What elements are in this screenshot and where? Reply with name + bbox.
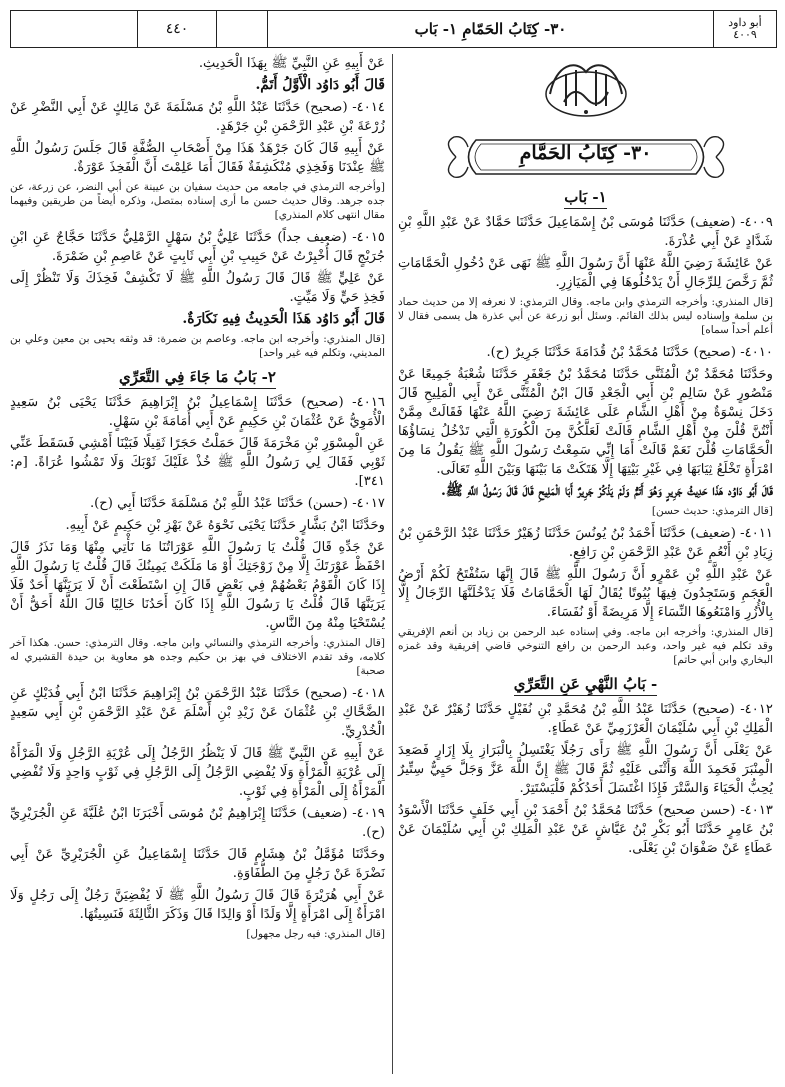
hadith-paragraph: عَنْ أَبِي هُرَيْرَةَ قَالَ قَالَ رَسُولُ اللَّهِ ﷺ لَا يُفْضِيَنَّ رَجُلٌ إِلَى رَجُلٍ وَلَا امْرَأَةٌ إِلَى امْرَأَةٍ إِلَّا وَلَدًا أَوْ وَالِدًا قَالَ وَذَكَرَ الثَّالِثَةَ فَنَسِيتُهَا. (10, 888, 385, 922)
hadith-paragraph: ٤٠١٤- (صحيح) حَدَّثَنَا عَبْدُ اللَّهِ بْنُ مَسْلَمَةَ عَنْ مَالِكٍ عَنْ أَبِي النَّضْرِ عَنْ زُرْعَةَ بْنِ عَبْدِ الرَّحْمَنِ بْنِ جَرْهَدٍ. (10, 100, 385, 134)
hadith-paragraph: عَنْ أَبِيهِ عَنِ النَّبِيِّ ﷺ بِهَذَا الْحَدِيثِ. (198, 56, 385, 71)
hadith-paragraph: عَنْ عَبْدِ اللَّهِ بْنِ عَمْرٍو أَنَّ رَسُولَ اللَّهِ ﷺ قَالَ إِنَّهَا سَتُفْتَحُ لَكُمْ أَرْضُ الْعَجَمِ وَسَتَجِدُونَ فِيهَا بُيُوتًا يُقَالُ لَهَا الْحَمَّامَاتُ فَلَا يَدْخُلَنَّهَا الرِّجَالُ إِلَّا بِالْأُزُرِ وَامْنَعُوهَا النِّسَاءَ إِلَّا مَرِيضَةً أَوْ نُفَسَاءَ. (398, 567, 773, 620)
right-column (398, 54, 773, 1079)
hadith-paragraph: ٤٠١٨- (صحيح) حَدَّثَنَا عَبْدُ الرَّحْمَنِ بْنُ إِبْرَاهِيمَ حَدَّثَنَا ابْنُ أَبِي فُدَيْكٍ عَنِ الضَّحَّاكِ بْنِ عُثْمَانَ عَنْ زَيْدِ بْنِ أَسْلَمَ عَنْ عَبْدِ الرَّحْمَنِ بْنِ أَبِي سَعِيدٍ الْخُدْرِيِّ. (10, 686, 385, 739)
chapter-heading (398, 675, 773, 694)
chapter-title: - بَابُ النَّهْيِ عَنِ التَّعَرِّي (514, 675, 658, 696)
chapter-title: ١- بَاب (564, 188, 606, 209)
chapter-title: ٢- بَابُ مَا جَاءَ فِي التَّعَرِّي (119, 368, 276, 389)
hadith-paragraph: عَنْ يَعْلَى أَنَّ رَسُولَ اللَّهِ ﷺ رَأَى رَجُلًا يَغْتَسِلُ بِالْبَرَازِ بِلَا إِزَارٍ فَصَعِدَ الْمِنْبَرَ فَحَمِدَ اللَّهَ وَأَثْنَى عَلَيْهِ ثُمَّ قَالَ ﷺ إِنَّ اللَّهَ عَزَّ وَجَلَّ حَيِيٌّ سِتِّيرٌ يُحِبُّ الْحَيَاءَ وَالسَّتْرَ فَإِذَا اغْتَسَلَ أَحَدُكُمْ فَلْيَسْتَتِرْ. (398, 743, 773, 796)
footnote: [قال المنذري: وأخرجه الترمذي وابن ماجه. وقال الترمذي: لا نعرفه إلا من حديث حماد بن سلمة وإسناده ليس بذلك القائم. وسئل أبو زرعة عن أبي عذرة هل يسمى فقال لا أعلم أحداً سماه] (398, 296, 773, 336)
hadith-paragraph: وحَدَّثَنَا مُؤَمَّلُ بْنُ هِشَامٍ قَالَ حَدَّثَنَا إِسْمَاعِيلُ عَنِ الْجُرَيْرِيِّ عَنْ أَبِي نَضْرَةَ عَنْ رَجُلٍ مِنَ الطُّفَاوَةِ. (10, 847, 385, 881)
footnote: [قال المنذري: وأخرجه ابن ماجه. وفي إسناده عبد الرحمن بن زياد بن أنعم الإفريقي وقد تكلم فيه غير واحد، وعبد الرحمن بن رافع التنوخي قاضي إفريقية وقد غمزه البخاري وابن أبي حاتم] (398, 626, 773, 666)
header-empty-cell (216, 11, 267, 47)
hadith-paragraph: وحَدَّثَنَا مُحَمَّدُ بْنُ الْمُثَنَّى حَدَّثَنَا مُحَمَّدُ بْنُ جَعْفَرٍ حَدَّثَنَا شُعْبَةُ جَمِيعًا عَنْ مَنْصُورٍ عَنْ سَالِمِ بْنِ أَبِي الْجَعْدِ قَالَ ابْنُ الْمُثَنَّى عَنْ أَبِي الْمَلِيحِ قَالَ دَخَلَ نِسْوَةٌ مِنْ أَهْلِ الشَّامِ عَلَى عَائِشَةَ رَضِيَ اللَّهُ عَنْهَا فَقَالَتْ مِمَّنْ أَنْتُنَّ قُلْنَ مِنْ أَهْلِ الشَّامِ قَالَتْ لَعَلَّكُنَّ مِنَ الْكُورَةِ الَّتِي تَدْخُلُ نِسَاؤُهَا الْحَمَّامَاتِ قُلْنَ نَعَمْ قَالَتْ أَمَا إِنِّي سَمِعْتُ رَسُولَ اللَّهِ ﷺ يَقُولُ مَا مِنَ امْرَأَةٍ تَخْلَعُ ثِيَابَهَا فِي غَيْرِ بَيْتِهَا إِلَّا هَتَكَتْ مَا بَيْنَهَا وَبَيْنَ اللَّهِ تَعَالَى. (398, 367, 773, 477)
footnote: [قال الترمذي: حديث حسن] (651, 505, 773, 517)
footnote: [قال المنذري: فيه رجل مجهول] (246, 928, 385, 940)
running-header (10, 10, 777, 48)
hadith-paragraph: ٤٠١٢- (صحيح) حَدَّثَنَا عَبْدُ اللَّهِ بْنُ مُحَمَّدِ بْنِ نُفَيْلٍ حَدَّثَنَا زُهَيْرٌ عَنْ عَبْدِ الْمَلِكِ بْنِ أَبِي سُلَيْمَانَ الْعَرْزَمِيِّ عَنْ عَطَاءٍ. (398, 702, 773, 736)
hadith-paragraph: عَنْ عَلِيٍّ ﷺ قَالَ قَالَ رَسُولُ اللَّهِ ﷺ لَا تَكْشِفْ فَخِذَكَ وَلَا تَنْظُرْ إِلَى فَخِذِ حَيٍّ وَلَا مَيِّتٍ. (10, 271, 385, 305)
calligraphy-emblem-icon (536, 54, 636, 124)
hadith-paragraph: عَنْ أَبِيهِ عَنِ النَّبِيِّ ﷺ قَالَ لَا يَنْظُرُ الرَّجُلُ إِلَى عُرْيَةِ الرَّجُلِ وَلَا الْمَرْأَةُ إِلَى عُرْيَةِ الْمَرْأَةِ وَلَا يُفْضِي الرَّجُلُ إِلَى الرَّجُلِ فِي ثَوْبٍ وَاحِدٍ وَلَا تُفْضِي الْمَرْأَةُ إِلَى الْمَرْأَةِ فِي ثَوْبٍ. (10, 746, 385, 799)
book-title-banner (436, 134, 736, 180)
hadith-paragraph: عَنْ عَائِشَةَ رَضِيَ اللَّهُ عَنْهَا أَنَّ رَسُولَ اللَّهِ ﷺ نَهَى عَنْ دُخُولِ الْحَمَّامَاتِ ثُمَّ رَخَّصَ لِلرِّجَالِ أَنْ يَدْخُلُوهَا فِي الْمَيَازِرِ. (398, 256, 773, 290)
abu-dawud-comment: قَالَ أَبُو دَاوُد الْأَوَّلُ أَتَمُّ. (255, 77, 385, 93)
ref-number: ٤٠٠٩ (733, 28, 757, 41)
hadith-paragraph: وحَدَّثَنَا ابْنُ بَشَّارٍ حَدَّثَنَا يَحْيَى نَحْوَهُ عَنْ بَهْزِ بْنِ حَكِيمٍ عَنْ أَبِيهِ. (65, 518, 385, 533)
hadith-paragraph: ٤٠١٩- (ضعيف) حَدَّثَنَا إِبْرَاهِيمُ بْنُ مُوسَى أَخْبَرَنَا ابْنُ عُلَيَّةَ عَنِ الْجُرَيْرِيِّ (ح). (10, 806, 385, 840)
hadith-paragraph: ٤٠١٣- (حسن صحيح) حَدَّثَنَا مُحَمَّدُ بْنُ أَحْمَدَ بْنِ أَبِي خَلَفٍ حَدَّثَنَا الْأَسْوَدُ بْنُ عَامِرٍ حَدَّثَنَا أَبُو بَكْرِ بْنُ عَيَّاشٍ عَنْ عَبْدِ الْمَلِكِ بْنِ أَبِي سُلَيْمَانَ عَنْ عَطَاءٍ عَنْ صَفْوَانَ بْنِ يَعْلَى. (398, 803, 773, 856)
hadith-paragraph: ٤٠١٠- (صحيح) حَدَّثَنَا مُحَمَّدُ بْنُ قُدَامَةَ حَدَّثَنَا جَرِيرٌ (ح). (486, 345, 773, 360)
column-divider (392, 54, 393, 1074)
header-title: ٣٠- كِتَابُ الحَمّامِ ١- بَاب (267, 11, 713, 47)
hadith-paragraph: ٤٠١٦- (صحيح) حَدَّثَنَا إِسْمَاعِيلُ بْنُ إِبْرَاهِيمَ حَدَّثَنَا يَحْيَى بْنُ سَعِيدٍ الْأُمَوِيُّ عَنْ عُثْمَانَ بْنِ حَكِيمٍ عَنْ أَبِي أُمَامَةَ بْنِ سَهْلٍ. (10, 395, 385, 429)
abu-dawud-comment: قَالَ أَبُو دَاوُد هَذَا حَدِيثُ جَرِيرٍ وَهُوَ أَتَمُّ وَلَمْ يَذْكُرْ جَرِيرٌ أَبَا الْمَلِيحِ قَالَ قَالَ رَسُولُ اللَّهِ ﷺ. (441, 483, 773, 499)
footnote: [قال المنذري: وأخرجه الترمذي والنسائي وابن ماجه. وقال الترمذي: حسن. هكذا آخر كلامه، وقد تقدم الاختلاف في بهز بن حكيم وجده هو معاوية بن حيدة القشيري له صحبة] (10, 637, 385, 677)
chapter-heading (398, 188, 773, 207)
ref-book: أبو داود (728, 16, 762, 29)
hadith-paragraph: ٤٠١١- (ضعيف) حَدَّثَنَا أَحْمَدُ بْنُ يُونُسَ حَدَّثَنَا زُهَيْرٌ حَدَّثَنَا عَبْدُ الرَّحْمَنِ بْنُ زِيَادِ بْنِ أَنْعُمٍ عَنْ عَبْدِ الرَّحْمَنِ بْنِ رَافِعٍ. (398, 526, 773, 560)
hadith-paragraph: ٤٠١٥- (ضعيف جداً) حَدَّثَنَا عَلِيُّ بْنُ سَهْلٍ الرَّمْلِيُّ حَدَّثَنَا حَجَّاجٌ عَنِ ابْنِ جُرَيْجٍ قَالَ أُخْبِرْتُ عَنْ حَبِيبِ بْنِ أَبِي ثَابِتٍ عَنْ عَاصِمِ بْنِ ضَمْرَةَ. (10, 230, 385, 264)
hadith-paragraph: عَنْ جَدِّهِ قَالَ قُلْتُ يَا رَسُولَ اللَّهِ عَوْرَاتُنَا مَا نَأْتِي مِنْهَا وَمَا نَذَرُ قَالَ احْفَظْ عَوْرَتَكَ إِلَّا مِنْ زَوْجَتِكَ أَوْ مَا مَلَكَتْ يَمِينُكَ قَالَ قُلْتُ يَا رَسُولَ اللَّهِ إِذَا كَانَ الْقَوْمُ بَعْضُهُمْ فِي بَعْضٍ قَالَ إِنِ اسْتَطَعْتَ أَنْ لَا يَرَيَنَّهَا أَحَدٌ فَلَا يَرَيَنَّهَا قَالَ قُلْتُ يَا رَسُولَ اللَّهِ إِذَا كَانَ أَحَدُنَا خَالِيًا قَالَ اللَّهُ أَحَقُّ أَنْ يُسْتَحْيَا مِنْهُ مِنَ النَّاسِ. (10, 540, 385, 631)
hadith-paragraph: عَنِ الْمِسْوَرِ بْنِ مَخْرَمَةَ قَالَ حَمَلْتُ حَجَرًا ثَقِيلًا فَبَيْنَا أَمْشِي فَسَقَطَ عَنِّي ثَوْبِي فَقَالَ لِي رَسُولُ اللَّهِ ﷺ خُذْ عَلَيْكَ ثَوْبَكَ وَلَا تَمْشُوا عُرَاةً. [م: ٣٤١]. (10, 436, 385, 489)
chapter-heading (10, 368, 385, 387)
hadith-paragraph: عَنْ أَبِيهِ قَالَ كَانَ جَرْهَدٌ هَذَا مِنْ أَصْحَابِ الصُّفَّةِ قَالَ جَلَسَ رَسُولُ اللَّهِ ﷺ عِنْدَنَا وَفَخِذِي مُنْكَشِفَةٌ فَقَالَ أَمَا عَلِمْتَ أَنَّ الْفَخِذَ عَوْرَةٌ. (10, 141, 385, 175)
book-title: ٣٠- كِتَابُ الحَمَّامِ (519, 142, 652, 164)
abu-dawud-comment: قَالَ أَبُو دَاوُد هَذَا الْحَدِيثُ فِيهِ نَكَارَةٌ. (182, 311, 385, 327)
hadith-paragraph: ٤٠٠٩- (ضعيف) حَدَّثَنَا مُوسَى بْنُ إِسْمَاعِيلَ حَدَّثَنَا حَمَّادٌ عَنْ عَبْدِ اللَّهِ بْنِ شَدَّادٍ عَنْ أَبِي عُذْرَةَ. (398, 215, 773, 249)
hadith-reference (713, 11, 776, 47)
hadith-paragraph: ٤٠١٧- (حسن) حَدَّثَنَا عَبْدُ اللَّهِ بْنُ مَسْلَمَةَ حَدَّثَنَا أَبِي (ح). (89, 496, 385, 511)
left-column (10, 54, 385, 1079)
footnote: [وأخرجه الترمذي في جامعه من حديث سفيان بن عيينة عن أبي النضر، عن زرعة، عن جده جرهد. وقال حديث حسن ما أرى إسناده بمتصل، وذكره أيضاً من طريقين وفيهما مقال انتهى كلام المنذري] (10, 181, 385, 221)
page-number: ٤٤٠ (137, 11, 216, 47)
header-empty-cell (11, 11, 137, 47)
footnote: [قال المنذري: وأخرجه ابن ماجه. وعاصم بن ضمرة: قد وثقه يحيى بن معين وعلي بن المديني، وتكلم فيه غير واحد] (10, 333, 385, 359)
